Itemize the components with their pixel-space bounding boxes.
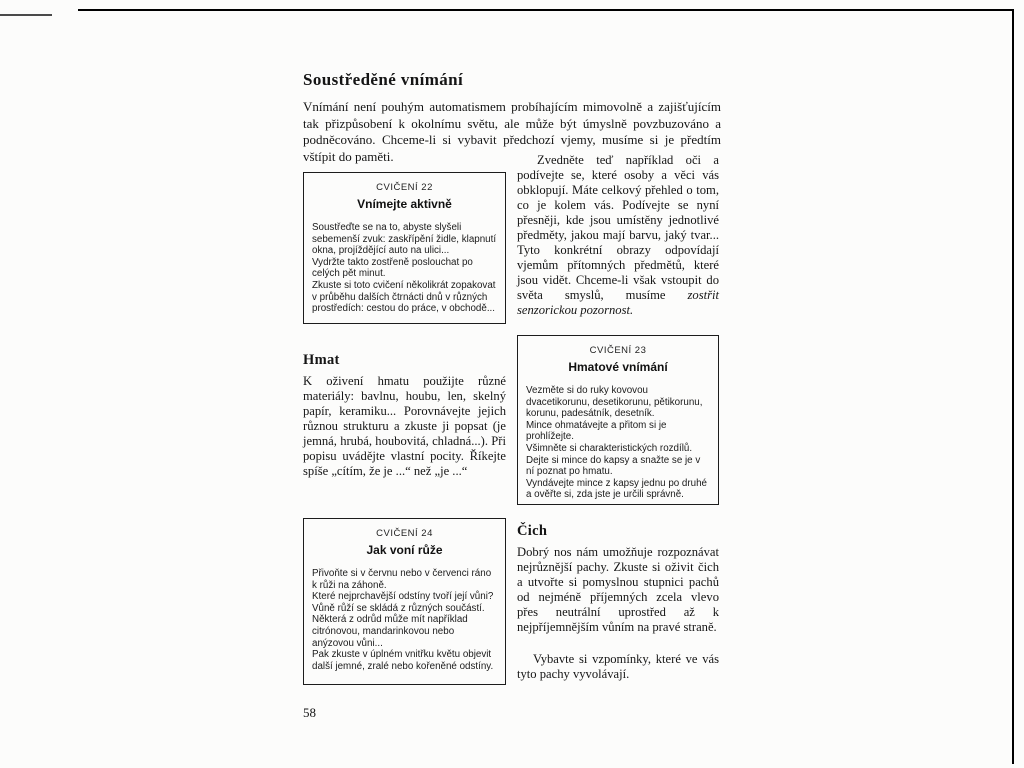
exercise-23-line-1: Vezměte si do ruky kovovou dvacetikorunu, desetikorunu, pětikorunu, korunu, padesátník, desetník. bbox=[526, 385, 703, 420]
exercise-22-line-3: Zkuste si toto cvičení několikrát zopakovat v průběhu dalších čtrnácti dnů v různých prostředích: cestou do práce, v obchodě... bbox=[312, 279, 496, 315]
exercise-22-label: CVIČENÍ 22 bbox=[376, 182, 433, 193]
exercise-box-24 bbox=[303, 518, 506, 685]
exercise-22-line-1: Soustřeďte se na to, abyste slyšeli sebemenší zvuk: zaskřípění židle, klapnutí okna, projíždějící auto na ulici... bbox=[312, 222, 497, 257]
section-heading-cich: Čich bbox=[517, 523, 548, 539]
perception-text: Zvedněte teď například oči a podívejte se, které osoby a věci vás obklopují. Máte celkový přehled o tom, co je kolem vás. Podívejte se nyní přesněji, kde jsou umístěny jednotlivé předměty, jakou mají barvu, jaký tvar... Tyto konkrétní obrazy odpovídají vjemům přítomných předmětů, které jsou vidět. Chceme-li však vstoupit do světa smyslů, musíme bbox=[517, 153, 719, 302]
page-number: 58 bbox=[303, 705, 316, 720]
exercise-24-line-2: Které nejprchavější odstíny tvoří její vůni? bbox=[312, 591, 494, 603]
exercise-22-title: Vnímejte aktivně bbox=[357, 197, 452, 211]
exercise-23-line-5: Vyndávejte mince z kapsy jednu po druhé a ověřte si, zda jste je určili správně. bbox=[526, 477, 707, 501]
exercise-24-title: Jak voní růže bbox=[366, 543, 443, 557]
scan-artifact-top-line bbox=[78, 9, 1014, 11]
scan-artifact-topleft-line bbox=[0, 14, 52, 16]
exercise-22-line-2: Vydržte takto zostřeně poslouchat po celých pět minut. bbox=[312, 256, 473, 280]
exercise-23-body bbox=[518, 385, 718, 501]
exercise-24-label: CVIČENÍ 24 bbox=[376, 528, 433, 539]
exercise-24-line-4: Některá z odrůd může mít například citrónovou, mandarinkovou nebo anýzovou vůni... bbox=[312, 614, 468, 649]
exercise-23-line-4: Dejte si mince do kapsy a snažte se je v ní poznat po hmatu. bbox=[526, 454, 701, 478]
perception-italic-phrase: zostřit senzorickou pozornost. bbox=[517, 288, 719, 317]
exercise-22-body bbox=[304, 222, 505, 315]
exercise-23-line-3: Všimněte si charakteristických rozdílů. bbox=[526, 442, 693, 454]
exercise-24-line-5: Pak zkuste v úplném vnitřku květu objevit další jemné, zralé nebo kořeněné odstíny. bbox=[312, 649, 494, 672]
page-title: Soustředěné vnímání bbox=[303, 70, 464, 89]
exercise-24-body bbox=[304, 568, 505, 672]
exercise-23-title: Hmatové vnímání bbox=[568, 360, 668, 374]
cich-paragraph-1: Dobrý nos nám umožňuje rozpoznávat nejrůznější pachy. Zkuste si oživit čich a utvořte si pomyslnou stupnici pachů od nejméně příjemných zcela vlevo přes neutrální uprostřed až k nejpříjemnějším vůním na pravé straně. bbox=[517, 545, 719, 634]
scan-artifact-right-line bbox=[1012, 9, 1014, 764]
exercise-24-line-1: Přivoňte si v červnu nebo v červenci ráno k růži na záhoně. bbox=[312, 568, 492, 591]
hmat-paragraph: K oživení hmatu použijte různé materiály: bavlnu, houbu, len, skelný papír, keramiku... Porovnávejte jejich různou strukturu a zkuste ji popsat (je jemná, hrubá, houbovitá, chladná...). Při popisu uvádějte vlastní pocity. Říkejte spíše „cítím, že je ...“ než „je ...“ bbox=[303, 374, 506, 478]
perception-paragraph bbox=[517, 153, 719, 318]
section-heading-hmat: Hmat bbox=[303, 352, 340, 368]
intro-paragraph: Vnímání není pouhým automatismem probíhajícím mimovolně a zajišťujícím tak přizpůsobení k okolnímu světu, ale může být úmyslně povzbuzováno a podněcováno. Chceme-li si vybavit předchozí vjemy, musíme si je předtím vštípit do paměti. bbox=[303, 99, 721, 164]
cich-paragraph-2: Vybavte si vzpomínky, které ve vás tyto pachy vyvolávají. bbox=[517, 652, 719, 681]
exercise-box-23 bbox=[517, 335, 719, 505]
exercise-box-22 bbox=[303, 172, 506, 324]
exercise-23-label: CVIČENÍ 23 bbox=[589, 345, 647, 356]
exercise-24-line-3: Vůně růží se skládá z různých součástí. bbox=[312, 602, 485, 614]
exercise-23-line-2: Mince ohmatávejte a přitom si je prohlížejte. bbox=[526, 419, 667, 443]
